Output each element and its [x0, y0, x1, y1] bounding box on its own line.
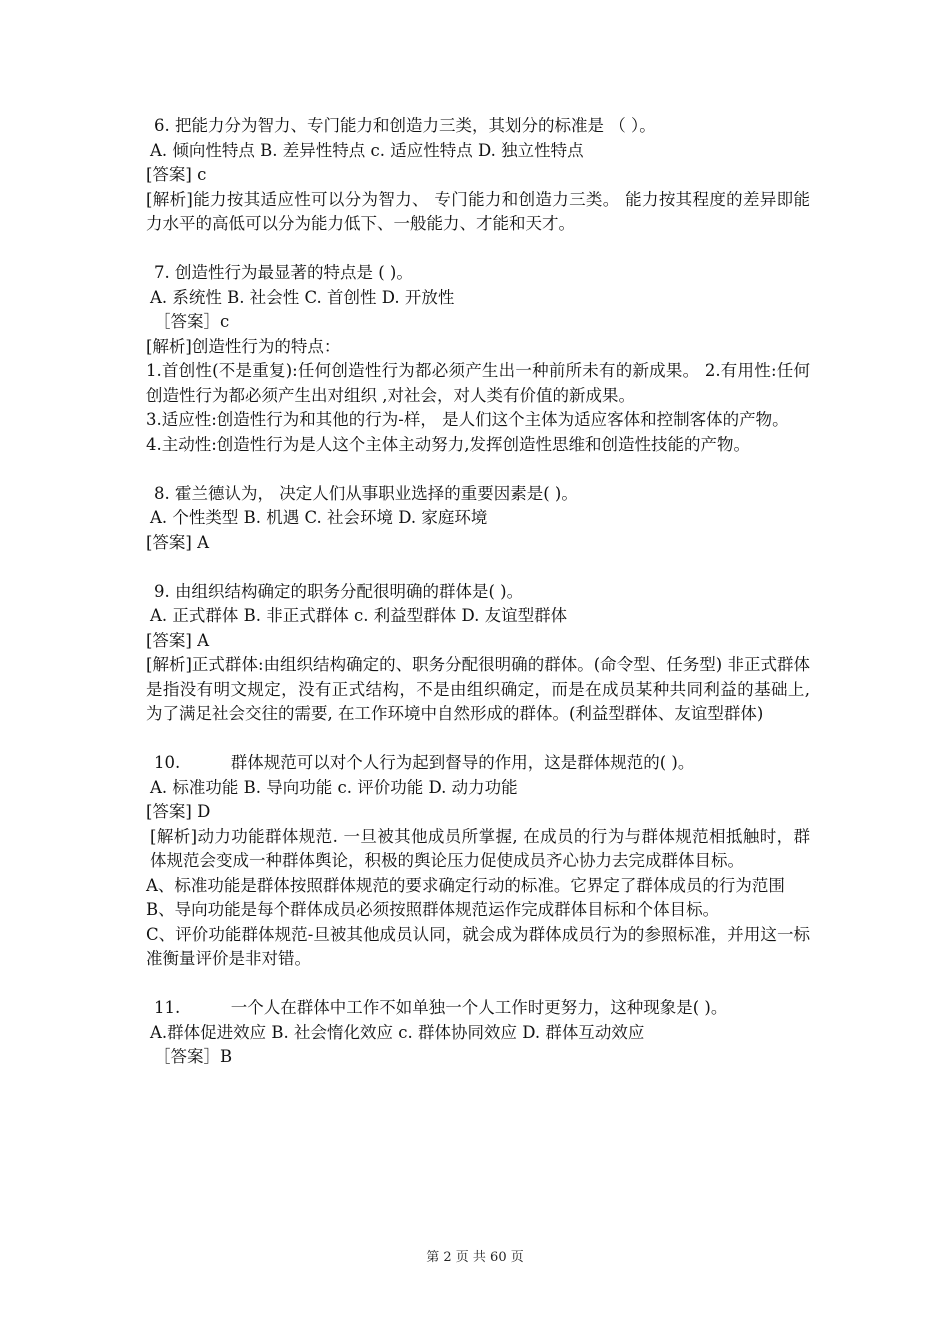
question-11	[146, 996, 810, 1070]
analysis-line: B、导向功能是每个群体成员必须按照群体规范运作完成群体目标和个体目标。	[146, 900, 720, 919]
question-text: 霍兰德认为， 决定人们从事职业选择的重要因素是( )。	[175, 483, 578, 503]
answer-line: ［答案］B	[154, 1047, 233, 1066]
question-list	[146, 114, 810, 1070]
page-number: 第 2 页 共 60 页	[426, 1250, 524, 1265]
answer-line: [答案] c	[146, 165, 207, 184]
question-10	[146, 751, 810, 972]
question-stem	[146, 114, 810, 139]
question-text: 创造性行为最显著的特点是 ( )。	[175, 263, 413, 282]
question-8	[146, 482, 810, 556]
question-text: 把能力分为智力、专门能力和创造力三类，其划分的标准是 （ ）。	[175, 116, 656, 135]
question-stem	[146, 996, 810, 1021]
question-text: 一个人在群体中工作不如单独一个人工作时更努力，这种现象是( )。	[230, 998, 728, 1017]
analysis-line: C、评价功能群体规范-旦被其他成员认同，就会成为群体成员行为的参照标准，并用这一标准衡量评价是非对错。	[146, 924, 810, 968]
question-number: 9.	[154, 581, 170, 601]
question-options: A. 个性类型 B. 机遇 C. 社会环境 D. 家庭环境	[150, 508, 488, 527]
question-options: A. 倾向性特点 B. 差异性特点 c. 适应性特点 D. 独立性特点	[150, 140, 584, 160]
analysis-line: [解析]正式群体:由组织结构确定的、职务分配很明确的群体。(命令型、任务型) 非正式群体是指没有明文规定，没有正式结构，不是由组织确定，而是在成员某种共同利益的基础上, 为了满足社会交往的需要, 在工作环境中自然形成的群体。(利益型群体、友谊型群体)	[146, 655, 810, 723]
analysis-line: [解析]创造性行为的特点：	[146, 336, 341, 356]
question-6	[146, 114, 810, 237]
answer-line: [答案] D	[146, 802, 211, 821]
question-stem	[146, 751, 810, 776]
question-number: 7.	[154, 263, 170, 282]
question-number: 6.	[154, 116, 170, 135]
question-number: 8.	[154, 483, 170, 503]
answer-line: [答案] A	[146, 630, 210, 650]
question-stem	[146, 482, 810, 507]
analysis-line: A、标准功能是群体按照群体规范的要求确定行动的标准。它界定了群体成员的行为范围	[146, 875, 785, 895]
question-number: 11.	[154, 998, 181, 1017]
answer-line: [答案] A	[146, 532, 210, 552]
question-options: A. 系统性 B. 社会性 C. 首创性 D. 开放性	[150, 287, 455, 307]
question-gap	[146, 555, 810, 580]
analysis-line: [解析]动力功能群体规范. 一旦被其他成员所掌握, 在成员的行为与群体规范相抵触时，群体规范会变成一种群体舆论，积极的舆论压力促使成员齐心协力去完成群体目标。	[150, 826, 810, 870]
question-gap	[146, 727, 810, 752]
question-gap	[146, 457, 810, 482]
question-options: A. 标准功能 B. 导向功能 c. 评价功能 D. 动力功能	[150, 777, 518, 797]
answer-line: ［答案］c	[154, 312, 230, 331]
analysis-line: 4.主动性:创造性行为是人这个主体主动努力,发挥创造性思维和创造性技能的产物。	[146, 434, 751, 454]
question-7	[146, 261, 810, 457]
page-footer	[0, 1248, 950, 1268]
analysis-line: [解析]能力按其适应性可以分为智力、 专门能力和创造力三类。 能力按其程度的差异即能力水平的高低可以分为能力低下、一般能力、才能和天才。	[146, 189, 810, 233]
question-9	[146, 580, 810, 727]
question-stem	[146, 580, 810, 605]
question-text: 群体规范可以对个人行为起到督导的作用，这是群体规范的( )。	[230, 753, 695, 772]
question-gap	[146, 237, 810, 262]
question-options: A.群体促进效应 B. 社会惰化效应 c. 群体协同效应 D. 群体互动效应	[150, 1022, 645, 1042]
question-options: A. 正式群体 B. 非正式群体 c. 利益型群体 D. 友谊型群体	[150, 606, 568, 625]
analysis-line: 1.首创性(不是重复):任何创造性行为都必须产生出一种前所未有的新成果。 2.有用性:任何创造性行为都必须产生出对组织 ,对社会，对人类有价值的新成果。	[146, 361, 810, 405]
question-gap	[146, 972, 810, 997]
question-number: 10.	[154, 753, 181, 772]
question-stem	[146, 261, 810, 286]
analysis-line: 3.适应性:创造性行为和其他的行为-样， 是人们这个主体为适应客体和控制客体的产物。	[146, 410, 789, 429]
question-text: 由组织结构确定的职务分配很明确的群体是( )。	[175, 581, 524, 601]
